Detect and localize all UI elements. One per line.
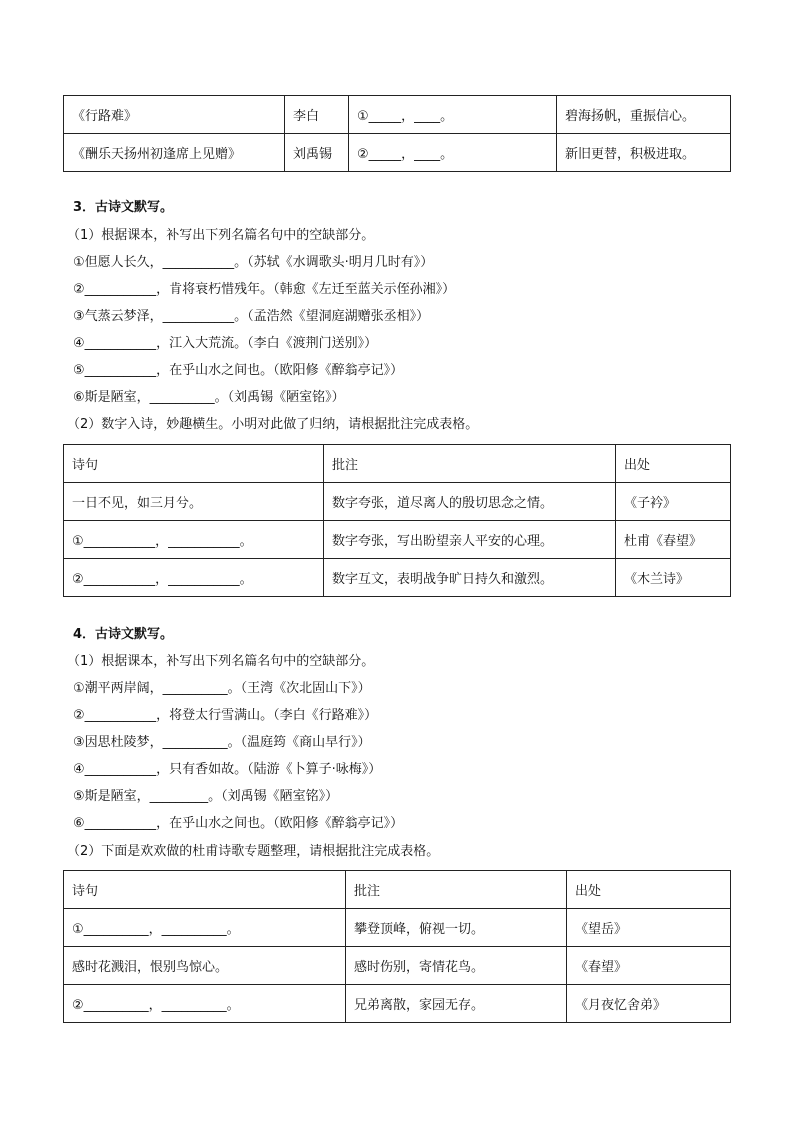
- du-fu-poem-table: [63, 870, 731, 1023]
- question-item: ⑥___________，在乎山水之间也。（欧阳修《醉翁亭记》）: [73, 816, 404, 831]
- column-header: 批注: [346, 871, 567, 909]
- table-cell: 攀登顶峰，俯视一切。: [346, 909, 567, 947]
- table-cell: 一日不见，如三月兮。: [64, 483, 324, 521]
- section-3-intro: （1）根据课本，补写出下列名篇名句中的空缺部分。: [67, 228, 375, 243]
- number-poem-table: [63, 444, 731, 597]
- poem-table-continued: [63, 95, 731, 172]
- question-item: ④___________，只有香如故。（陆游《卜算子·咏梅》）: [73, 762, 382, 777]
- table-cell: 感时花溅泪，恨别鸟惊心。: [64, 947, 346, 985]
- section-3-part2: （2）数字入诗，妙趣横生。小明对此做了归纳，请根据批注完成表格。: [67, 417, 479, 432]
- table-cell: ①_____，____。: [349, 96, 557, 134]
- column-header: 出处: [616, 445, 731, 483]
- table-cell: 李白: [285, 96, 349, 134]
- section-4-part2: （2）下面是欢欢做的杜甫诗歌专题整理，请根据批注完成表格。: [67, 844, 440, 859]
- question-item: ③气蒸云梦泽，___________。（孟浩然《望洞庭湖赠张丞相》）: [73, 309, 430, 324]
- table-header-row: [64, 871, 731, 909]
- table-cell: 碧海扬帆，重振信心。: [557, 96, 731, 134]
- table-cell: 《酬乐天扬州初逢席上见赠》: [64, 134, 285, 172]
- question-item: ⑥斯是陋室，__________。（刘禹锡《陋室铭》）: [73, 390, 345, 405]
- table-cell: ②___________，___________。: [64, 559, 324, 597]
- table-row: [64, 483, 731, 521]
- table-cell: 数字互文，表明战争旷日持久和激烈。: [324, 559, 616, 597]
- table-cell: 《望岳》: [567, 909, 731, 947]
- table-row: [64, 96, 731, 134]
- table-cell: 数字夸张，写出盼望亲人平安的心理。: [324, 521, 616, 559]
- question-item: ④___________，江入大荒流。（李白《渡荆门送别》）: [73, 336, 378, 351]
- question-item: ③因思杜陵梦，__________。（温庭筠《商山早行》）: [73, 735, 371, 750]
- section-4-intro: （1）根据课本，补写出下列名篇名句中的空缺部分。: [67, 654, 375, 669]
- column-header: 出处: [567, 871, 731, 909]
- section-3-heading: 3．古诗文默写。: [73, 200, 174, 215]
- question-item: ⑤___________，在乎山水之间也。（欧阳修《醉翁亭记》）: [73, 363, 404, 378]
- table-cell: 《行路难》: [64, 96, 285, 134]
- table-cell: 《木兰诗》: [616, 559, 731, 597]
- table-cell: 《子衿》: [616, 483, 731, 521]
- table-cell: 《月夜忆舍弟》: [567, 985, 731, 1023]
- column-header: 批注: [324, 445, 616, 483]
- table-row: [64, 134, 731, 172]
- question-item: ⑤斯是陋室，_________。（刘禹锡《陋室铭》）: [73, 789, 339, 804]
- column-header: 诗句: [64, 445, 324, 483]
- table-row: [64, 985, 731, 1023]
- table-cell: 兄弟离散，家园无存。: [346, 985, 567, 1023]
- question-item: ①潮平两岸阔，__________。（王湾《次北固山下》）: [73, 681, 371, 696]
- table-cell: 《春望》: [567, 947, 731, 985]
- section-4-heading: 4．古诗文默写。: [73, 627, 174, 642]
- table-row: [64, 521, 731, 559]
- table-cell: 感时伤别，寄情花鸟。: [346, 947, 567, 985]
- table-cell: 刘禹锡: [285, 134, 349, 172]
- table-header-row: [64, 445, 731, 483]
- question-item: ②___________，将登太行雪满山。（李白《行路难》）: [73, 708, 378, 723]
- table-row: [64, 559, 731, 597]
- table-row: [64, 947, 731, 985]
- table-cell: ②__________，__________。: [64, 985, 346, 1023]
- table-cell: 杜甫《春望》: [616, 521, 731, 559]
- column-header: 诗句: [64, 871, 346, 909]
- question-item: ②___________，肯将衰朽惜残年。（韩愈《左迁至蓝关示侄孙湘》）: [73, 282, 456, 297]
- table-cell: 新旧更替，积极进取。: [557, 134, 731, 172]
- table-cell: ②_____，____。: [349, 134, 557, 172]
- table-cell: ①___________，___________。: [64, 521, 324, 559]
- table-cell: ①__________，__________。: [64, 909, 346, 947]
- table-row: [64, 909, 731, 947]
- table-cell: 数字夸张，道尽离人的殷切思念之情。: [324, 483, 616, 521]
- question-item: ①但愿人长久，___________。（苏轼《水调歌头·明月几时有》）: [73, 255, 434, 270]
